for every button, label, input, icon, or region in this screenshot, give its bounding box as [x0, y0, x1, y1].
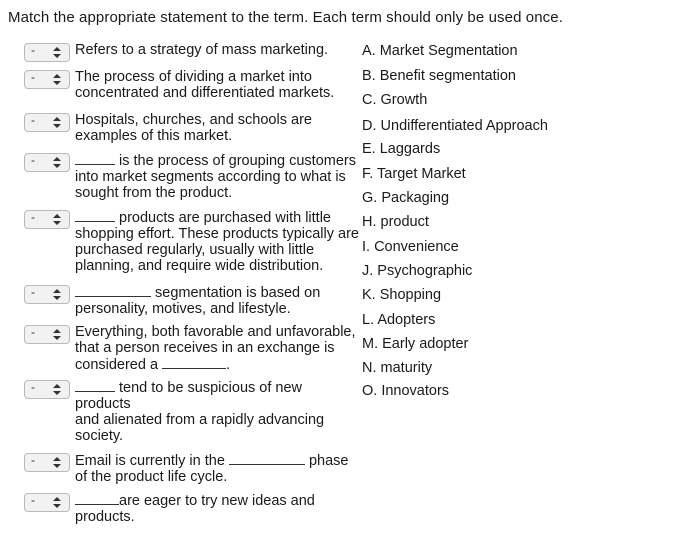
- statement-text: Refers to a strategy of mass marketing.: [75, 42, 329, 58]
- statement-text: Hospitals, churches, and schools are examples of this market.: [75, 112, 312, 144]
- selected-value: -: [31, 453, 35, 467]
- option-b: B. Benefit segmentation: [362, 68, 516, 84]
- selected-value: -: [31, 70, 35, 84]
- statement-text: Email is currently in the phase of the product life cycle.: [75, 453, 349, 485]
- answer-select[interactable]: [24, 113, 70, 132]
- answer-select[interactable]: [24, 380, 70, 399]
- answer-blank: [75, 152, 115, 165]
- answer-select[interactable]: [24, 70, 70, 89]
- option-c: C. Growth: [362, 92, 428, 108]
- option-i: I. Convenience: [362, 239, 459, 255]
- selected-value: -: [31, 210, 35, 224]
- option-a: A. Market Segmentation: [362, 43, 518, 59]
- statement-text: segmentation is based on personality, motives, and lifestyle.: [75, 285, 321, 317]
- selected-value: -: [31, 285, 35, 299]
- option-n: N. maturity: [362, 360, 433, 376]
- option-o: O. Innovators: [362, 383, 450, 399]
- answer-select[interactable]: [24, 453, 70, 472]
- option-d: D. Undifferentiated Approach: [362, 118, 548, 134]
- statement-text: is the process of grouping customers into market segments according to what is sought from the product.: [75, 153, 356, 201]
- selected-value: -: [31, 380, 35, 394]
- answer-blank: [75, 492, 119, 505]
- select-arrows-icon: [53, 497, 61, 508]
- selected-value: -: [31, 325, 35, 339]
- selected-value: -: [31, 153, 35, 167]
- selected-value: -: [31, 43, 35, 57]
- answer-blank: [75, 284, 151, 297]
- statement-text: The process of dividing a market into concentrated and differentiated markets.: [75, 69, 335, 101]
- option-m: M. Early adopter: [362, 336, 469, 352]
- option-f: F. Target Market: [362, 166, 466, 182]
- select-arrows-icon: [53, 47, 61, 58]
- select-arrows-icon: [53, 457, 61, 468]
- select-arrows-icon: [53, 329, 61, 340]
- select-arrows-icon: [53, 117, 61, 128]
- selected-value: -: [31, 493, 35, 507]
- select-arrows-icon: [53, 214, 61, 225]
- answer-select[interactable]: [24, 153, 70, 172]
- answer-blank: [229, 452, 305, 465]
- answer-select[interactable]: [24, 210, 70, 229]
- select-arrows-icon: [53, 157, 61, 168]
- select-arrows-icon: [53, 384, 61, 395]
- option-k: K. Shopping: [362, 287, 442, 303]
- answer-select[interactable]: [24, 325, 70, 344]
- statement-text: tend to be suspicious of new products and alienated from a rapidly advancing society.: [75, 380, 325, 444]
- option-g: G. Packaging: [362, 190, 450, 206]
- statement-text: products are purchased with little shopping effort. These products typically are purchased regularly, usually with little planning, and require wide distribution.: [75, 210, 359, 274]
- answer-select[interactable]: [24, 285, 70, 304]
- statement-text: are eager to try new ideas and products.: [75, 493, 315, 525]
- option-l: L. Adopters: [362, 312, 436, 328]
- select-arrows-icon: [53, 74, 61, 85]
- answer-blank: [75, 379, 115, 392]
- answer-blank: [75, 209, 115, 222]
- select-arrows-icon: [53, 289, 61, 300]
- answer-select[interactable]: [24, 43, 70, 62]
- option-j: J. Psychographic: [362, 263, 473, 279]
- instructions: Match the appropriate statement to the term. Each term should only be used once.: [8, 9, 563, 26]
- answer-select[interactable]: [24, 493, 70, 512]
- statement-text: Everything, both favorable and unfavorable, that a person receives in an exchange is considered a .: [75, 324, 356, 373]
- option-h: H. product: [362, 214, 429, 230]
- answer-blank: [162, 356, 226, 369]
- selected-value: -: [31, 113, 35, 127]
- option-e: E. Laggards: [362, 141, 441, 157]
